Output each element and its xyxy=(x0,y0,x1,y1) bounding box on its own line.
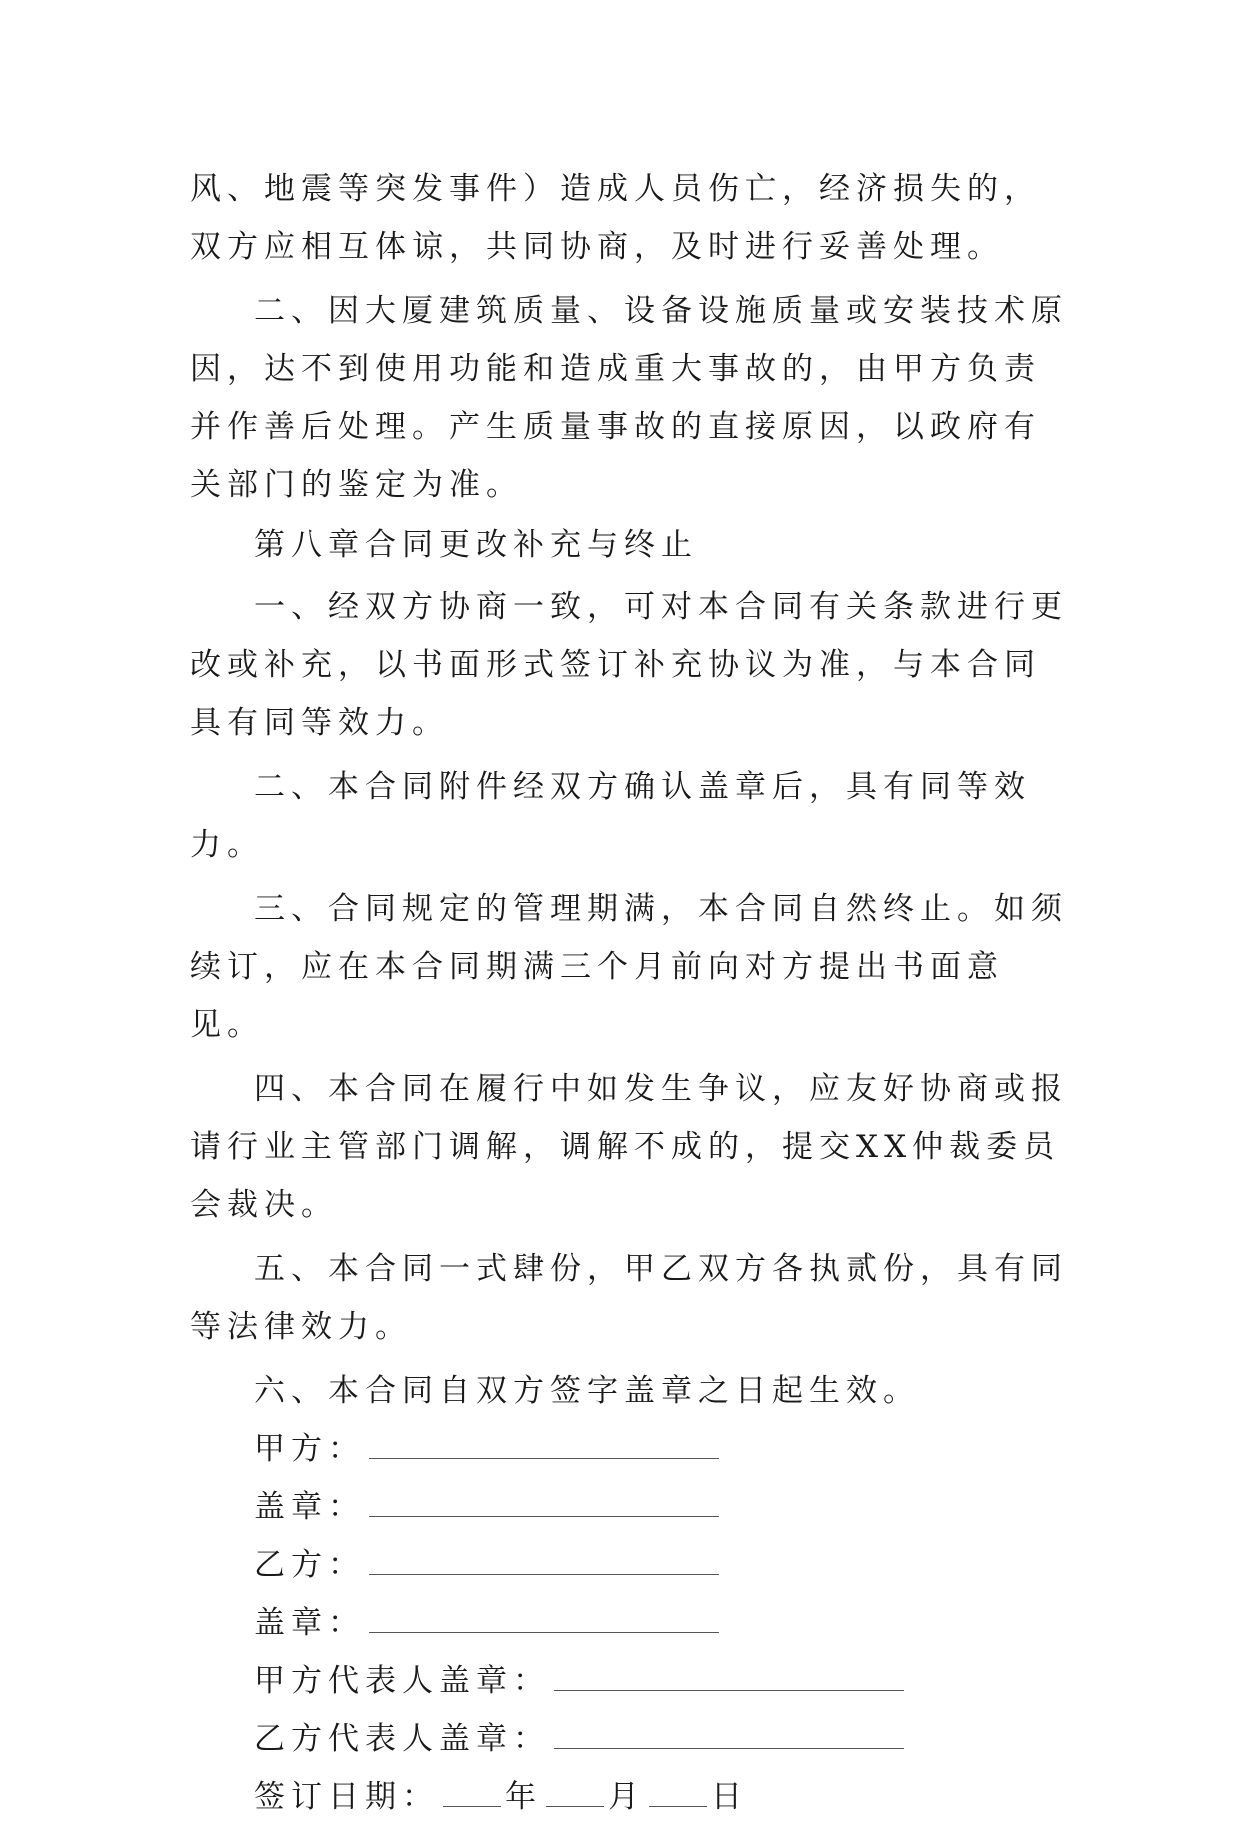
paragraph-quality-liability: 二、因大厦建筑质量、设备设施质量或安装技术原因，达不到使用功能和造成重大事故的，由甲方负责并作善后处理。产生质量事故的直接原因，以政府有关部门的鉴定为准。 xyxy=(190,293,1068,503)
clause-6: 六、本合同自双方签字盖章之日起生效。 xyxy=(254,1373,920,1409)
seal-b-label: 盖章： xyxy=(254,1605,365,1641)
seal-a-line xyxy=(190,1478,1070,1536)
party-b-label: 乙方： xyxy=(254,1547,365,1583)
clause-3: 三、合同规定的管理期满，本合同自然终止。如须续订，应在本合同期满三个月前向对方提出书面意见。 xyxy=(190,891,1068,1043)
month-blank[interactable] xyxy=(546,1776,604,1807)
date-label: 签订日期： xyxy=(254,1779,439,1815)
signing-date-line xyxy=(190,1768,1070,1826)
party-b-line xyxy=(190,1536,1070,1594)
year-label: 年 xyxy=(505,1779,542,1815)
day-blank[interactable] xyxy=(649,1776,707,1807)
rep-a-blank[interactable] xyxy=(554,1660,904,1691)
party-a-blank[interactable] xyxy=(369,1428,719,1459)
seal-a-label: 盖章： xyxy=(254,1489,365,1525)
clause-4: 四、本合同在履行中如发生争议，应友好协商或报请行业主管部门调解，调解不成的，提交XX仲裁委员会裁决。 xyxy=(190,1071,1068,1223)
rep-b-blank[interactable] xyxy=(554,1718,904,1749)
rep-b-label: 乙方代表人盖章： xyxy=(254,1721,550,1757)
clause-2: 二、本合同附件经双方确认盖章后，具有同等效力。 xyxy=(190,769,1031,863)
document-body xyxy=(190,160,1070,1826)
party-b-blank[interactable] xyxy=(369,1544,719,1575)
year-blank[interactable] xyxy=(443,1776,501,1807)
rep-a-label: 甲方代表人盖章： xyxy=(254,1663,550,1699)
party-a-label: 甲方： xyxy=(254,1431,365,1467)
paragraph-continuation: 风、地震等突发事件）造成人员伤亡，经济损失的，双方应相互体谅，共同协商，及时进行妥善处理。 xyxy=(190,171,1041,265)
seal-a-blank[interactable] xyxy=(369,1486,719,1517)
clause-5: 五、本合同一式肆份，甲乙双方各执贰份，具有同等法律效力。 xyxy=(190,1251,1068,1345)
party-a-line xyxy=(190,1420,1070,1478)
day-label: 日 xyxy=(711,1779,748,1815)
clause-1: 一、经双方协商一致，可对本合同有关条款进行更改或补充，以书面形式签订补充协议为准，与本合同具有同等效力。 xyxy=(190,589,1068,741)
signature-block xyxy=(190,1420,1070,1826)
rep-b-line xyxy=(190,1710,1070,1768)
chapter-heading: 第八章合同更改补充与终止 xyxy=(254,527,698,563)
rep-a-line xyxy=(190,1652,1070,1710)
seal-b-blank[interactable] xyxy=(369,1602,719,1633)
seal-b-line xyxy=(190,1594,1070,1652)
month-label: 月 xyxy=(608,1779,645,1815)
